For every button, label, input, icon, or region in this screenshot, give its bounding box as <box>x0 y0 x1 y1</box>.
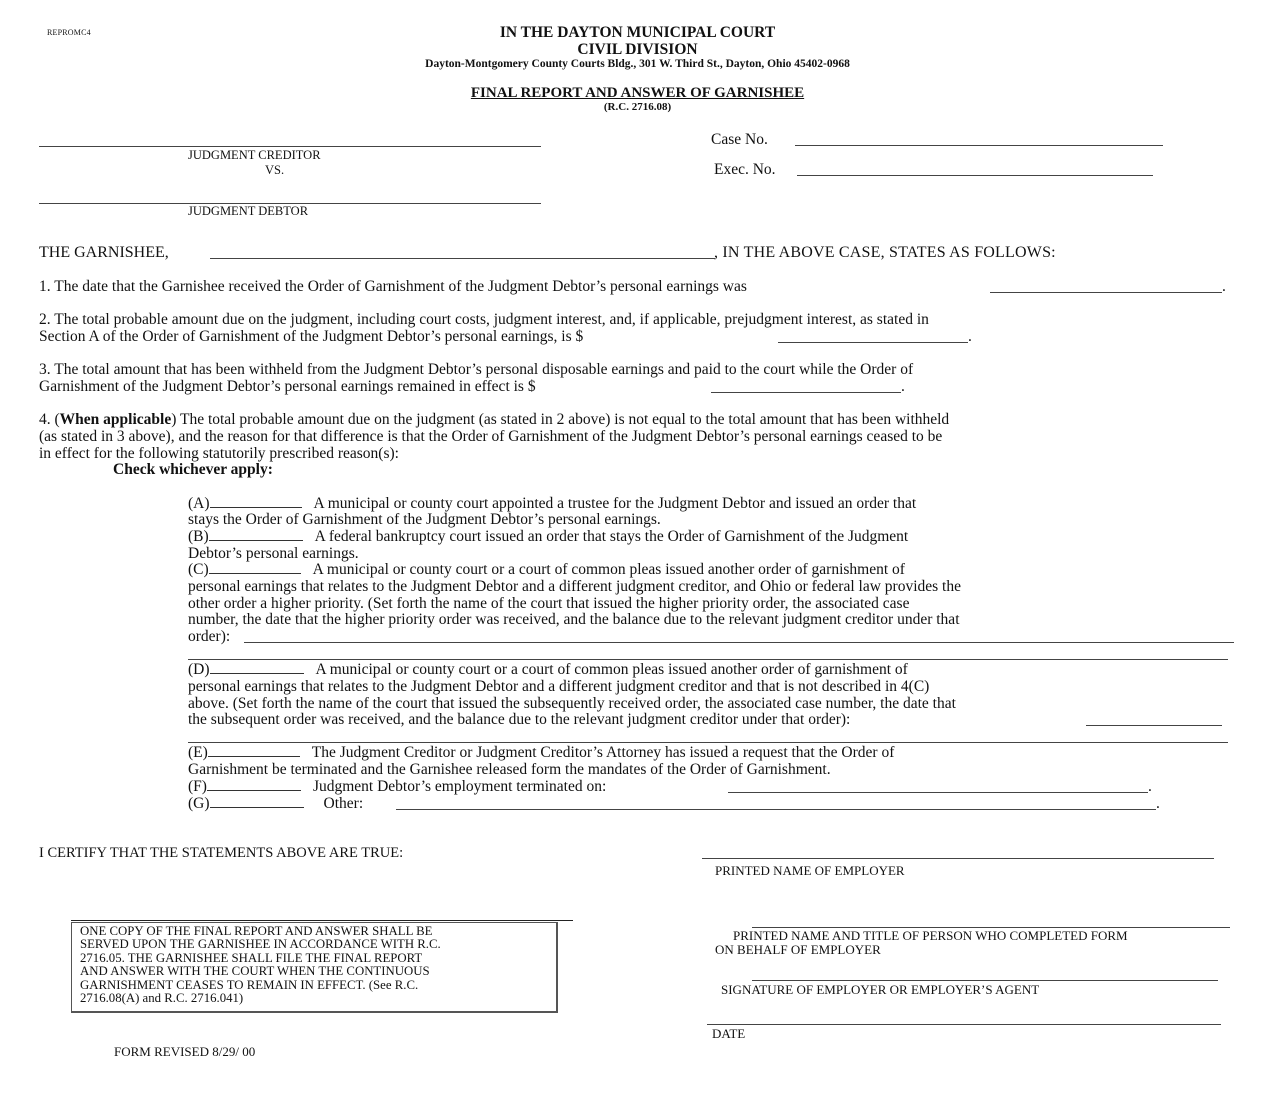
option-b-line1: A federal bankruptcy court issued an order that stays the Order of Garnishment of the Judgment <box>314 528 909 545</box>
case-no-label: Case No. <box>711 131 768 148</box>
option-c-line4: number, the date that the higher priority order was received, and the balance due to the relevant judgment creditor under that <box>188 611 960 628</box>
form-revised: FORM REVISED 8/29/ 00 <box>114 1044 256 1059</box>
option-a-tag: (A) <box>188 495 210 512</box>
option-f-line1: Judgment Debtor’s employment terminated on: <box>312 778 607 795</box>
option-d-tag: (D) <box>188 661 210 678</box>
item-2-line1: 2. The total probable amount due on the judgment, including court costs, judgment interest, and, if applicable, prejudgment interest, as stated in <box>39 311 929 328</box>
garnishee-prefix: THE GARNISHEE, <box>39 244 169 261</box>
item-2-line2: Section A of the Order of Garnishment of the Judgment Debtor’s personal earnings, is $ <box>39 328 584 345</box>
certify-statement: I CERTIFY THAT THE STATEMENTS ABOVE ARE TRUE: <box>39 845 404 861</box>
notice-box <box>71 922 558 1013</box>
signature-label: SIGNATURE OF EMPLOYER OR EMPLOYER’S AGENT <box>721 982 1040 997</box>
option-f-date-field[interactable] <box>728 792 1148 793</box>
option-f-end: . <box>1148 778 1152 795</box>
item-3-line1: 3. The total amount that has been withheld from the Judgment Debtor’s personal disposable earnings and paid to the court while the Order of <box>39 361 914 378</box>
item-3-line2: Garnishment of the Judgment Debtor’s personal earnings remained in effect is $ <box>39 378 536 395</box>
option-c-checkbox[interactable] <box>209 561 301 574</box>
exec-no-label: Exec. No. <box>714 161 776 178</box>
notice-line: AND ANSWER WITH THE COURT WHEN THE CONTINUOUS <box>80 964 430 979</box>
notice-line: ONE COPY OF THE FINAL REPORT AND ANSWER SHALL BE <box>80 924 433 938</box>
option-b-checkbox[interactable] <box>209 528 303 541</box>
exec-no-field[interactable] <box>797 175 1153 176</box>
option-c-tag: (C) <box>188 561 209 578</box>
case-no-field[interactable] <box>795 145 1163 146</box>
option-d-checkbox[interactable] <box>210 661 304 674</box>
notice-line: 2716.05. THE GARNISHEE SHALL FILE THE FINAL REPORT <box>80 950 423 965</box>
option-e-tag: (E) <box>188 744 208 761</box>
court-name: IN THE DAYTON MUNICIPAL COURT <box>499 24 776 41</box>
notice-top-rule <box>71 920 573 921</box>
date-field[interactable] <box>707 1024 1221 1025</box>
employer-name-field[interactable] <box>702 858 1214 859</box>
option-c-line5: order): <box>188 628 231 645</box>
option-a-checkbox[interactable] <box>210 495 302 508</box>
person-name-title-label-1: PRINTED NAME AND TITLE OF PERSON WHO COMPLETED FORM <box>733 928 1128 943</box>
option-b <box>188 528 908 546</box>
option-d-line1: A municipal or county court or a court of common pleas issued another order of garnishment of <box>315 661 908 678</box>
option-g-line1: Other: <box>323 795 364 812</box>
item-4-when-applicable: When applicable <box>59 411 172 428</box>
court-address: Dayton-Montgomery County Courts Bldg., 301 W. Third St., Dayton, Ohio 45402-0968 <box>425 58 850 70</box>
judgment-debtor-label: JUDGMENT DEBTOR <box>188 204 309 218</box>
option-c-line3: other order a higher priority. (Set forth the name of the court that issued the higher priority order, the associated case <box>188 595 910 612</box>
item-3-amount-field[interactable] <box>711 392 901 393</box>
item-4-line1 <box>39 411 949 429</box>
notice-line: 2716.08(A) and R.C. 2716.041) <box>80 991 244 1006</box>
item-4-number: 4. ( <box>39 411 60 428</box>
option-g-checkbox[interactable] <box>210 795 304 808</box>
item-3-end: . <box>901 378 905 395</box>
item-2-end: . <box>968 328 972 345</box>
court-division: CIVIL DIVISION <box>577 41 698 58</box>
notice-line: SERVED UPON THE GARNISHEE IN ACCORDANCE WITH R.C. <box>80 937 441 952</box>
option-e <box>188 744 894 762</box>
option-f <box>188 778 606 796</box>
option-d-line3: above. (Set forth the name of the court that issued the subsequently received order, the associated case number, the date that <box>188 695 956 712</box>
item-1-text: 1. The date that the Garnishee received the Order of Garnishment of the Judgment Debtor’s personal earnings was <box>39 278 747 295</box>
garnishee-suffix: , IN THE ABOVE CASE, STATES AS FOLLOWS: <box>714 244 1056 261</box>
form-code: REPROMC4 <box>47 28 91 37</box>
item-4-line1-text: ) The total probable amount due on the judgment (as stated in 2 above) is not equal to the total amount that has been withheld <box>171 411 950 428</box>
option-d-details-field[interactable] <box>1086 725 1222 726</box>
judgment-creditor-label: JUDGMENT CREDITOR <box>188 148 321 162</box>
option-e-checkbox[interactable] <box>208 744 300 757</box>
notice-line: GARNISHMENT CEASES TO REMAIN IN EFFECT. (See R.C. <box>80 977 419 992</box>
option-g-other-field[interactable] <box>396 809 1156 810</box>
option-a-line2: stays the Order of Garnishment of the Judgment Debtor’s personal earnings. <box>188 511 661 528</box>
option-c-line2: personal earnings that relates to the Judgment Debtor and a different judgment creditor, and Ohio or federal law provides the <box>188 578 961 595</box>
form-statute: (R.C. 2716.08) <box>603 101 672 113</box>
item-1-date-field[interactable] <box>990 292 1222 293</box>
option-c <box>188 561 905 579</box>
employer-name-label: PRINTED NAME OF EMPLOYER <box>715 863 905 878</box>
option-e-line2: Garnishment be terminated and the Garnishee released form the mandates of the Order of Garnishment. <box>188 761 831 778</box>
option-c-line1: A municipal or county court or a court of common pleas issued another order of garnishment of <box>312 561 905 578</box>
option-e-line1: The Judgment Creditor or Judgment Creditor’s Attorney has issued a request that the Order of <box>311 744 895 761</box>
item-4-line3: in effect for the following statutorily prescribed reason(s): <box>39 445 399 462</box>
option-d-line2: personal earnings that relates to the Judgment Debtor and a different judgment creditor and that is not described in 4(C) <box>188 678 930 695</box>
option-d <box>188 661 908 679</box>
form-title: FINAL REPORT AND ANSWER OF GARNISHEE <box>470 85 805 101</box>
item-1-end: . <box>1222 278 1226 295</box>
option-a-line1: A municipal or county court appointed a trustee for the Judgment Debtor and issued an order that <box>313 495 917 512</box>
option-g-end: . <box>1156 795 1160 812</box>
check-whichever-label: Check whichever apply: <box>113 461 273 478</box>
option-f-tag: (F) <box>188 778 207 795</box>
item-2-amount-field[interactable] <box>778 342 968 343</box>
judgment-creditor-field[interactable] <box>39 146 541 147</box>
option-d-details-field-2[interactable] <box>188 742 1228 743</box>
option-g-tag: (G) <box>188 795 210 812</box>
option-c-details-field[interactable] <box>244 642 1234 643</box>
item-4-line2: (as stated in 3 above), and the reason for that difference is that the Order of Garnishment of the Judgment Debtor’s personal earnings ceased to be <box>39 428 943 445</box>
option-c-details-field-2[interactable] <box>188 659 1228 660</box>
option-g <box>188 795 363 813</box>
option-f-checkbox[interactable] <box>207 778 301 791</box>
person-name-title-label-2: ON BEHALF OF EMPLOYER <box>715 942 881 957</box>
date-label: DATE <box>712 1026 746 1041</box>
option-d-line4: the subsequent order was received, and the balance due to the relevant judgment creditor under that order): <box>188 711 851 728</box>
option-b-tag: (B) <box>188 528 209 545</box>
option-b-line2: Debtor’s personal earnings. <box>188 545 359 562</box>
vs-label: VS. <box>265 163 285 177</box>
signature-field[interactable] <box>752 980 1218 981</box>
garnishee-name-field[interactable] <box>210 258 715 259</box>
